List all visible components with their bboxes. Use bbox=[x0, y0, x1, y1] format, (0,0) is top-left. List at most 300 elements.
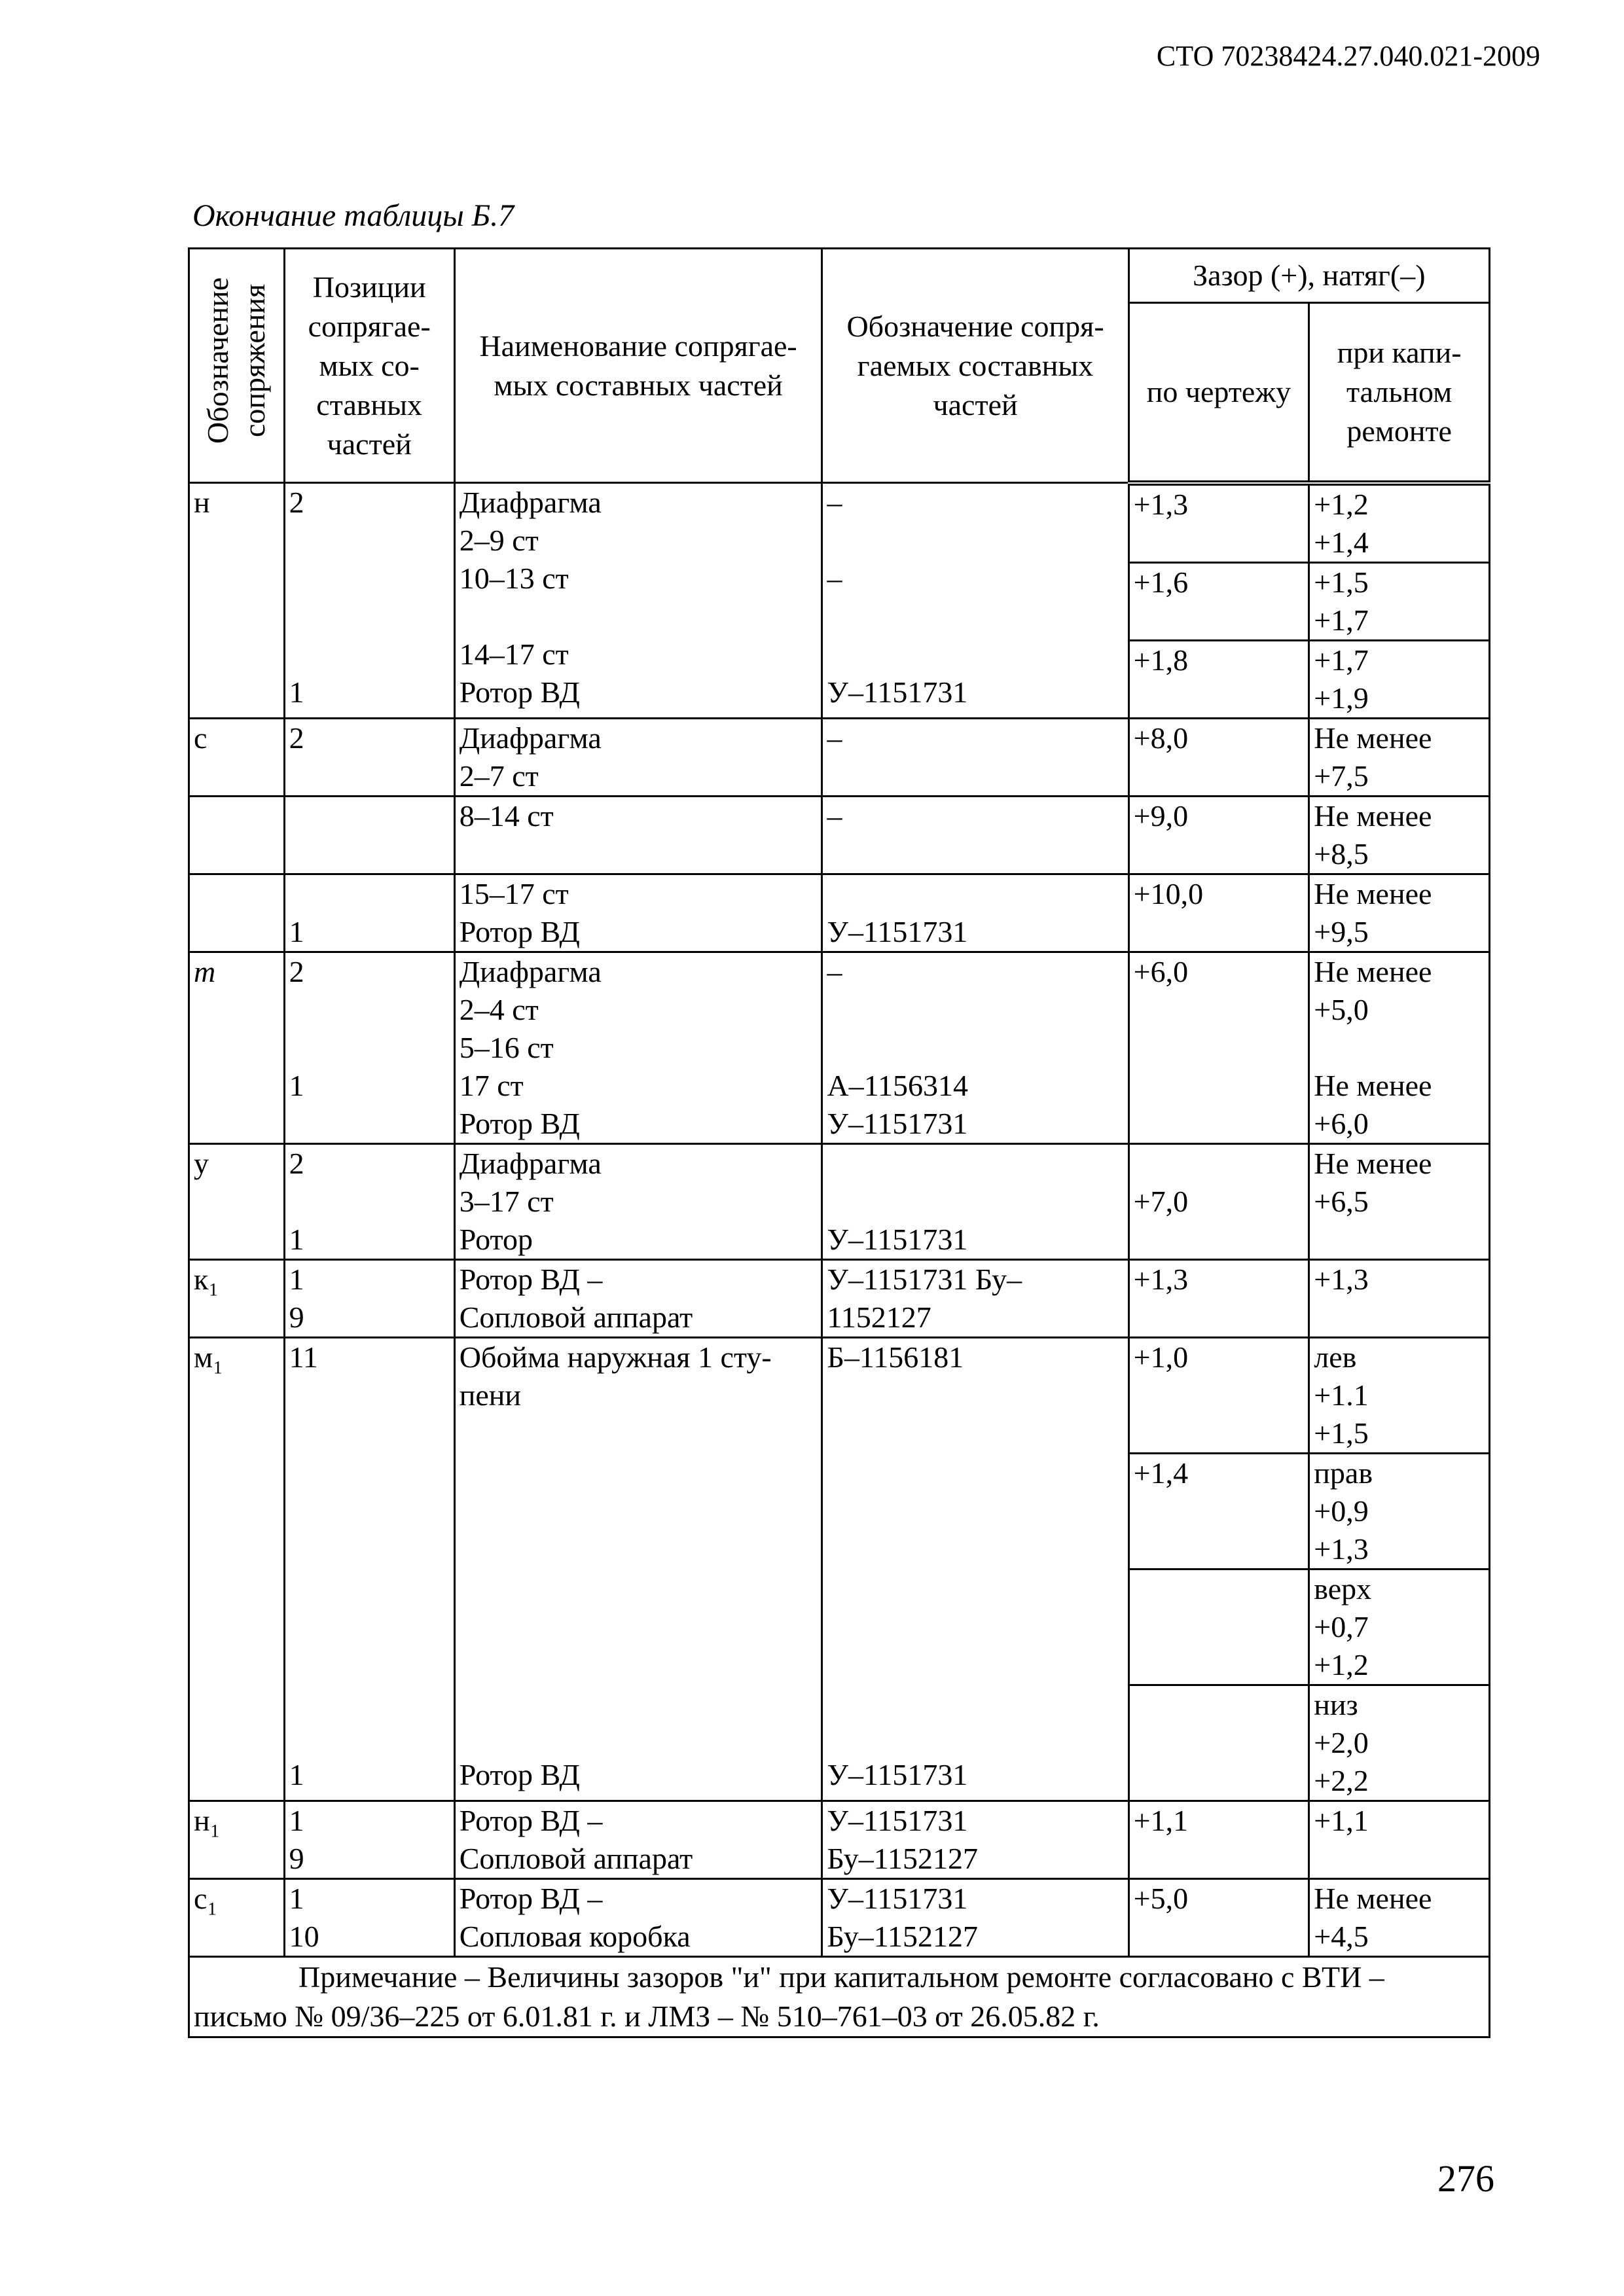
cell-line bbox=[289, 598, 450, 636]
overhaul-clearance-cell bbox=[1309, 1259, 1490, 1337]
cell-line: +1,7 bbox=[1314, 603, 1369, 637]
cell-line bbox=[289, 1452, 450, 1490]
drawing-clearance-cell bbox=[1128, 640, 1309, 718]
cell-line: Не менее bbox=[1314, 876, 1432, 910]
cell-line bbox=[289, 1718, 450, 1756]
cell-line: 2 bbox=[289, 1146, 304, 1180]
cell-line: – bbox=[827, 798, 842, 833]
joint-cell bbox=[189, 1259, 285, 1337]
cell-line: +0,7 bbox=[1314, 1609, 1369, 1643]
cell-line: – bbox=[827, 721, 842, 755]
cell-line: 11 bbox=[289, 1340, 318, 1374]
joint-cell bbox=[189, 952, 285, 1143]
part-designation-cell bbox=[822, 718, 1128, 796]
cell-line: 3–17 ст bbox=[459, 1184, 554, 1218]
cell-line bbox=[289, 636, 450, 673]
position-cell bbox=[284, 874, 454, 952]
cell-line bbox=[289, 1414, 450, 1452]
drawing-clearance-cell bbox=[1128, 562, 1309, 640]
position-cell bbox=[284, 952, 454, 1143]
cell-line: +6,5 bbox=[1314, 1184, 1369, 1218]
header-by-drawing: по чертежу bbox=[1128, 303, 1309, 483]
joint-cell bbox=[189, 1878, 285, 1956]
cell-line bbox=[460, 1414, 818, 1452]
overhaul-clearance-cell bbox=[1309, 483, 1490, 563]
cell-line bbox=[194, 1604, 280, 1642]
cell-line: с₁ bbox=[194, 1881, 218, 1915]
cell-line bbox=[194, 875, 280, 913]
cell-line: +1,2 bbox=[1314, 487, 1369, 521]
part-designation-cell bbox=[822, 1878, 1128, 1956]
cell-line bbox=[194, 1642, 280, 1680]
header-at-overhaul: при капи-тальном ремонте bbox=[1309, 303, 1490, 483]
cell-line: 2–9 ст bbox=[459, 524, 539, 557]
cell-line bbox=[289, 757, 450, 795]
cell-line: Ротор ВД bbox=[459, 914, 580, 948]
cell-line: лев bbox=[1314, 1340, 1357, 1374]
part-name-cell bbox=[454, 1801, 822, 1878]
cell-line bbox=[194, 1528, 280, 1566]
drawing-clearance-cell bbox=[1128, 1143, 1309, 1259]
cell-line: м₁ bbox=[194, 1340, 224, 1374]
cell-line bbox=[827, 835, 1123, 873]
part-designation-cell bbox=[822, 1337, 1128, 1801]
overhaul-clearance-cell bbox=[1309, 1569, 1490, 1685]
cell-line: +1,8 bbox=[1133, 643, 1189, 677]
part-designation-cell bbox=[822, 1801, 1128, 1878]
cell-line: 1 bbox=[289, 1262, 304, 1296]
cell-line: у bbox=[194, 1146, 209, 1180]
cell-line bbox=[194, 636, 280, 673]
position-cell bbox=[284, 718, 454, 796]
cell-line bbox=[827, 1376, 1123, 1414]
part-designation-cell bbox=[822, 483, 1128, 719]
cell-line: с bbox=[194, 721, 208, 755]
cell-line bbox=[194, 1105, 280, 1143]
drawing-clearance-cell bbox=[1128, 1337, 1309, 1453]
cell-line bbox=[1134, 1105, 1305, 1143]
cell-line: 2–7 ст bbox=[459, 759, 539, 793]
cell-line: +0,9 bbox=[1314, 1494, 1369, 1528]
drawing-clearance-cell bbox=[1128, 1878, 1309, 1956]
cell-line: н bbox=[194, 486, 210, 519]
drawing-clearance-cell bbox=[1128, 952, 1309, 1143]
cell-line: +1,0 bbox=[1133, 1340, 1189, 1374]
overhaul-clearance-cell bbox=[1309, 874, 1490, 952]
cell-line bbox=[827, 1490, 1123, 1528]
cell-line: У–1151731 bbox=[827, 1106, 968, 1140]
cell-line bbox=[1134, 913, 1305, 951]
joint-cell bbox=[189, 483, 285, 719]
cell-line: 1 bbox=[289, 1803, 304, 1837]
cell-line: 9 bbox=[289, 1841, 304, 1875]
cell-line: +1,1 bbox=[1133, 1803, 1189, 1837]
position-cell bbox=[284, 1337, 454, 1801]
cell-line bbox=[460, 1528, 818, 1566]
cell-line: Не менее bbox=[1314, 798, 1432, 833]
cell-line: 17 ст bbox=[459, 1068, 524, 1102]
cell-line: +9,0 bbox=[1133, 798, 1189, 833]
cell-line: +1,2 bbox=[1314, 1647, 1369, 1681]
cell-line bbox=[460, 1718, 818, 1756]
cell-line bbox=[827, 991, 1123, 1029]
drawing-clearance-cell bbox=[1128, 1569, 1309, 1685]
cell-line: 14–17 ст bbox=[459, 637, 569, 671]
table-row bbox=[189, 1878, 1490, 1956]
cell-line: 10 bbox=[289, 1919, 319, 1953]
cell-line bbox=[1134, 991, 1305, 1029]
cell-line: +1,7 bbox=[1314, 643, 1369, 677]
table-body bbox=[189, 483, 1490, 1957]
cell-line: Ротор ВД – bbox=[459, 1881, 603, 1915]
cell-line: Ротор ВД bbox=[459, 675, 580, 709]
position-cell bbox=[284, 1878, 454, 1956]
overhaul-clearance-cell bbox=[1309, 952, 1490, 1143]
cell-line: +7,5 bbox=[1314, 759, 1369, 793]
cell-line bbox=[460, 1604, 818, 1642]
cell-line bbox=[289, 1183, 450, 1221]
cell-line bbox=[827, 1145, 1123, 1183]
cell-line: 1 bbox=[289, 675, 304, 709]
cell-line: +1,3 bbox=[1133, 487, 1189, 521]
cell-line bbox=[1134, 524, 1305, 562]
cell-line bbox=[194, 1221, 280, 1259]
cell-line: +5,0 bbox=[1314, 992, 1369, 1026]
table-row bbox=[189, 952, 1490, 1143]
cell-line: У–1151731 bbox=[827, 1757, 968, 1791]
cell-line: 1 bbox=[289, 914, 304, 948]
cell-line bbox=[827, 1029, 1123, 1067]
cell-line: Диафрагма bbox=[459, 1146, 602, 1180]
cell-line bbox=[194, 560, 280, 598]
cell-line: 2–4 ст bbox=[459, 992, 539, 1026]
part-name-cell bbox=[454, 1259, 822, 1337]
cell-line: +1,4 bbox=[1314, 525, 1369, 559]
cell-line: н₁ bbox=[194, 1803, 221, 1837]
cell-line: +2,0 bbox=[1314, 1725, 1369, 1759]
overhaul-clearance-cell bbox=[1309, 718, 1490, 796]
cell-line: У–1151731 bbox=[827, 1881, 968, 1915]
cell-line: Диафрагма bbox=[459, 486, 602, 519]
part-name-cell bbox=[454, 874, 822, 952]
cell-line bbox=[194, 1566, 280, 1604]
cell-line: – bbox=[827, 486, 842, 519]
cell-line bbox=[1134, 757, 1305, 795]
cell-line bbox=[827, 1528, 1123, 1566]
cell-line bbox=[827, 522, 1123, 560]
part-designation-cell bbox=[822, 1143, 1128, 1259]
cell-line bbox=[194, 835, 280, 873]
cell-line: +7,0 bbox=[1133, 1184, 1189, 1218]
cell-line bbox=[1134, 1299, 1305, 1336]
cell-line bbox=[194, 1376, 280, 1414]
joint-cell bbox=[189, 874, 285, 952]
cell-line bbox=[460, 1642, 818, 1680]
cell-line bbox=[194, 522, 280, 560]
cell-line: Сопловая коробка bbox=[459, 1919, 691, 1953]
clearance-table bbox=[188, 247, 1490, 2038]
cell-line bbox=[827, 1452, 1123, 1490]
cell-line: 1 bbox=[289, 1222, 304, 1256]
cell-line: Не менее bbox=[1314, 1146, 1432, 1180]
cell-line: 2 bbox=[289, 721, 304, 755]
cell-line bbox=[194, 757, 280, 795]
position-cell bbox=[284, 796, 454, 874]
header-positions: Позиции сопрягае-мых со-ставных частей bbox=[284, 249, 454, 483]
cell-line bbox=[1134, 1145, 1305, 1183]
cell-line bbox=[827, 1604, 1123, 1642]
cell-line: +1,3 bbox=[1314, 1532, 1369, 1566]
cell-line: Ротор bbox=[459, 1222, 533, 1256]
drawing-clearance-cell bbox=[1128, 796, 1309, 874]
cell-line: Сопловой аппарат bbox=[459, 1300, 693, 1334]
cell-line bbox=[1134, 1646, 1305, 1684]
cell-line: Ротор ВД – bbox=[459, 1262, 603, 1296]
header-part-names: Наименование сопрягае-мых составных частей bbox=[454, 249, 822, 483]
header-part-designations: Обозначение сопря-гаемых составных частей bbox=[822, 249, 1128, 483]
cell-line: 8–14 ст bbox=[459, 798, 554, 833]
cell-line bbox=[289, 1604, 450, 1642]
cell-line bbox=[289, 797, 450, 835]
part-name-cell bbox=[454, 952, 822, 1143]
cell-line bbox=[289, 1029, 450, 1067]
part-designation-cell bbox=[822, 952, 1128, 1143]
cell-line bbox=[460, 1490, 818, 1528]
cell-line: верх bbox=[1314, 1571, 1372, 1605]
cell-line bbox=[194, 797, 280, 835]
cell-line bbox=[827, 1414, 1123, 1452]
cell-line: Бу–1152127 bbox=[827, 1841, 979, 1875]
cell-line: низ bbox=[1314, 1687, 1358, 1721]
cell-line bbox=[1134, 1221, 1305, 1259]
overhaul-clearance-cell bbox=[1309, 1685, 1490, 1801]
part-name-cell bbox=[454, 483, 822, 719]
cell-line: 1 bbox=[289, 1068, 304, 1102]
cell-line bbox=[827, 1680, 1123, 1718]
drawing-clearance-cell bbox=[1128, 1685, 1309, 1801]
cell-line: +8,5 bbox=[1314, 836, 1369, 870]
cell-line: Диафрагма bbox=[459, 954, 602, 988]
document-code: СТО 70238424.27.040.021-2009 bbox=[1156, 40, 1540, 72]
table-row bbox=[189, 796, 1490, 874]
position-cell bbox=[284, 1259, 454, 1337]
cell-line bbox=[194, 1756, 280, 1794]
cell-line: 1 bbox=[289, 1881, 304, 1915]
cell-line bbox=[1314, 1221, 1485, 1259]
cell-line bbox=[194, 1029, 280, 1067]
cell-line bbox=[289, 1566, 450, 1604]
cell-line bbox=[194, 1067, 280, 1105]
cell-line: Не менее bbox=[1314, 1068, 1432, 1102]
cell-line: +5,0 bbox=[1133, 1881, 1189, 1915]
cell-line bbox=[1134, 1918, 1305, 1956]
joint-cell bbox=[189, 1337, 285, 1801]
overhaul-clearance-cell bbox=[1309, 1453, 1490, 1569]
cell-line bbox=[1134, 1608, 1305, 1646]
cell-line: прав bbox=[1314, 1456, 1373, 1490]
cell-line bbox=[1134, 835, 1305, 873]
drawing-clearance-cell bbox=[1128, 483, 1309, 563]
cell-line bbox=[827, 636, 1123, 673]
cell-line: +1,3 bbox=[1314, 1262, 1369, 1296]
cell-line: +1.1 bbox=[1314, 1378, 1369, 1412]
cell-line: Не менее bbox=[1314, 1881, 1432, 1915]
overhaul-clearance-cell bbox=[1309, 1143, 1490, 1259]
cell-line bbox=[460, 1452, 818, 1490]
cell-line: 2 bbox=[289, 486, 304, 519]
cell-line: Диафрагма bbox=[459, 721, 602, 755]
cell-line bbox=[827, 875, 1123, 913]
cell-line: 10–13 ст bbox=[459, 562, 569, 595]
cell-line: т bbox=[194, 954, 216, 988]
header-clearance-group: Зазор (+), натяг(–) bbox=[1128, 249, 1489, 303]
cell-line bbox=[289, 1680, 450, 1718]
cell-line: Б–1156181 bbox=[827, 1340, 964, 1374]
cell-line: 5–16 ст bbox=[459, 1030, 554, 1064]
cell-line bbox=[194, 673, 280, 711]
overhaul-clearance-cell bbox=[1309, 1801, 1490, 1878]
cell-line bbox=[1134, 1840, 1305, 1878]
cell-line: У–1151731 Бу– bbox=[827, 1262, 1022, 1296]
cell-line: 1 bbox=[289, 1757, 304, 1791]
part-name-cell bbox=[454, 1337, 822, 1801]
cell-line bbox=[827, 1566, 1123, 1604]
cell-line bbox=[1314, 1299, 1485, 1336]
position-cell bbox=[284, 1143, 454, 1259]
cell-line: Бу–1152127 bbox=[827, 1919, 979, 1953]
cell-line bbox=[1134, 1414, 1305, 1452]
cell-line: Не менее bbox=[1314, 954, 1432, 988]
cell-line bbox=[1134, 1492, 1305, 1530]
drawing-clearance-cell bbox=[1128, 1259, 1309, 1337]
cell-line: – bbox=[827, 562, 842, 595]
cell-line bbox=[289, 835, 450, 873]
cell-line: Обойма наружная 1 сту- bbox=[459, 1340, 772, 1374]
cell-line bbox=[194, 1414, 280, 1452]
part-designation-cell bbox=[822, 796, 1128, 874]
cell-line: +1,9 bbox=[1314, 681, 1369, 715]
cell-line: +6,0 bbox=[1314, 1106, 1369, 1140]
cell-line bbox=[194, 1840, 280, 1878]
cell-line bbox=[1134, 1724, 1305, 1762]
table-row bbox=[189, 1259, 1490, 1337]
cell-line: +8,0 bbox=[1133, 721, 1189, 755]
cell-line bbox=[1134, 1067, 1305, 1105]
cell-line bbox=[1134, 1762, 1305, 1800]
cell-line bbox=[827, 1183, 1123, 1221]
cell-line: +1,4 bbox=[1133, 1456, 1189, 1490]
cell-line: У–1151731 bbox=[827, 1803, 968, 1837]
joint-cell bbox=[189, 718, 285, 796]
joint-cell bbox=[189, 796, 285, 874]
cell-line bbox=[194, 1680, 280, 1718]
part-name-cell bbox=[454, 796, 822, 874]
table-caption: Окончание таблицы Б.7 bbox=[192, 198, 514, 233]
cell-line bbox=[1134, 1029, 1305, 1067]
table-row bbox=[189, 874, 1490, 952]
cell-line bbox=[1134, 1376, 1305, 1414]
cell-line bbox=[194, 1718, 280, 1756]
drawing-clearance-cell bbox=[1128, 1801, 1309, 1878]
cell-line bbox=[827, 757, 1123, 795]
overhaul-clearance-cell bbox=[1309, 1337, 1490, 1453]
table-row bbox=[189, 1143, 1490, 1259]
cell-line: +1,3 bbox=[1133, 1262, 1189, 1296]
table-row bbox=[189, 1801, 1490, 1878]
cell-line bbox=[194, 1452, 280, 1490]
cell-line: Не менее bbox=[1314, 721, 1432, 755]
part-designation-cell bbox=[822, 1259, 1128, 1337]
overhaul-clearance-cell bbox=[1309, 640, 1490, 718]
joint-cell bbox=[189, 1801, 285, 1878]
cell-line bbox=[289, 991, 450, 1029]
cell-line bbox=[194, 1490, 280, 1528]
cell-line: А–1156314 bbox=[827, 1068, 968, 1102]
page-number: 276 bbox=[1437, 2157, 1494, 2200]
cell-line bbox=[194, 1183, 280, 1221]
cell-line bbox=[1134, 1530, 1305, 1568]
cell-line bbox=[289, 875, 450, 913]
cell-line bbox=[289, 1642, 450, 1680]
cell-line: +10,0 bbox=[1133, 876, 1204, 910]
cell-line: к₁ bbox=[194, 1262, 219, 1296]
cell-line bbox=[289, 1490, 450, 1528]
header-joint-designation: Обозначение сопряжения bbox=[189, 249, 285, 483]
part-name-cell bbox=[454, 1878, 822, 1956]
table-row bbox=[189, 718, 1490, 796]
cell-line: +1,1 bbox=[1314, 1803, 1369, 1837]
cell-line: 15–17 ст bbox=[459, 876, 569, 910]
cell-line: +1,5 bbox=[1314, 565, 1369, 599]
cell-line bbox=[460, 835, 818, 873]
cell-line bbox=[194, 1299, 280, 1336]
cell-line bbox=[1134, 1570, 1305, 1608]
cell-line bbox=[194, 991, 280, 1029]
cell-line: +1,6 bbox=[1133, 565, 1189, 599]
cell-line: 1152127 bbox=[827, 1300, 931, 1334]
drawing-clearance-cell bbox=[1128, 874, 1309, 952]
cell-line bbox=[827, 598, 1123, 636]
cell-line bbox=[460, 598, 818, 636]
cell-line: пени bbox=[459, 1378, 521, 1412]
cell-line bbox=[289, 1376, 450, 1414]
cell-line: Ротор ВД – bbox=[459, 1803, 603, 1837]
table-note: Примечание – Величины зазоров "и" при капитальном ремонте согласовано с ВТИ – письмо № 09/36–225 от 6.01.81 г. и ЛМЗ – № 510–761–03 от 26.05.82 г. bbox=[189, 1956, 1490, 2037]
cell-line: У–1151731 bbox=[827, 1222, 968, 1256]
cell-line bbox=[460, 1566, 818, 1604]
cell-line: 2 bbox=[289, 954, 304, 988]
cell-line bbox=[1134, 1686, 1305, 1724]
joint-cell bbox=[189, 1143, 285, 1259]
cell-line bbox=[194, 598, 280, 636]
cell-line: Сопловой аппарат bbox=[459, 1841, 693, 1875]
table-row bbox=[189, 1337, 1490, 1453]
overhaul-clearance-cell bbox=[1309, 796, 1490, 874]
drawing-clearance-cell bbox=[1128, 718, 1309, 796]
cell-line bbox=[827, 1642, 1123, 1680]
table-row bbox=[189, 483, 1490, 563]
part-designation-cell bbox=[822, 874, 1128, 952]
cell-line bbox=[194, 1918, 280, 1956]
cell-line: У–1151731 bbox=[827, 675, 968, 709]
overhaul-clearance-cell bbox=[1309, 1878, 1490, 1956]
cell-line bbox=[289, 1528, 450, 1566]
part-name-cell bbox=[454, 718, 822, 796]
cell-line bbox=[1134, 601, 1305, 639]
part-name-cell bbox=[454, 1143, 822, 1259]
cell-line: +6,0 bbox=[1133, 954, 1189, 988]
cell-line: 9 bbox=[289, 1300, 304, 1334]
